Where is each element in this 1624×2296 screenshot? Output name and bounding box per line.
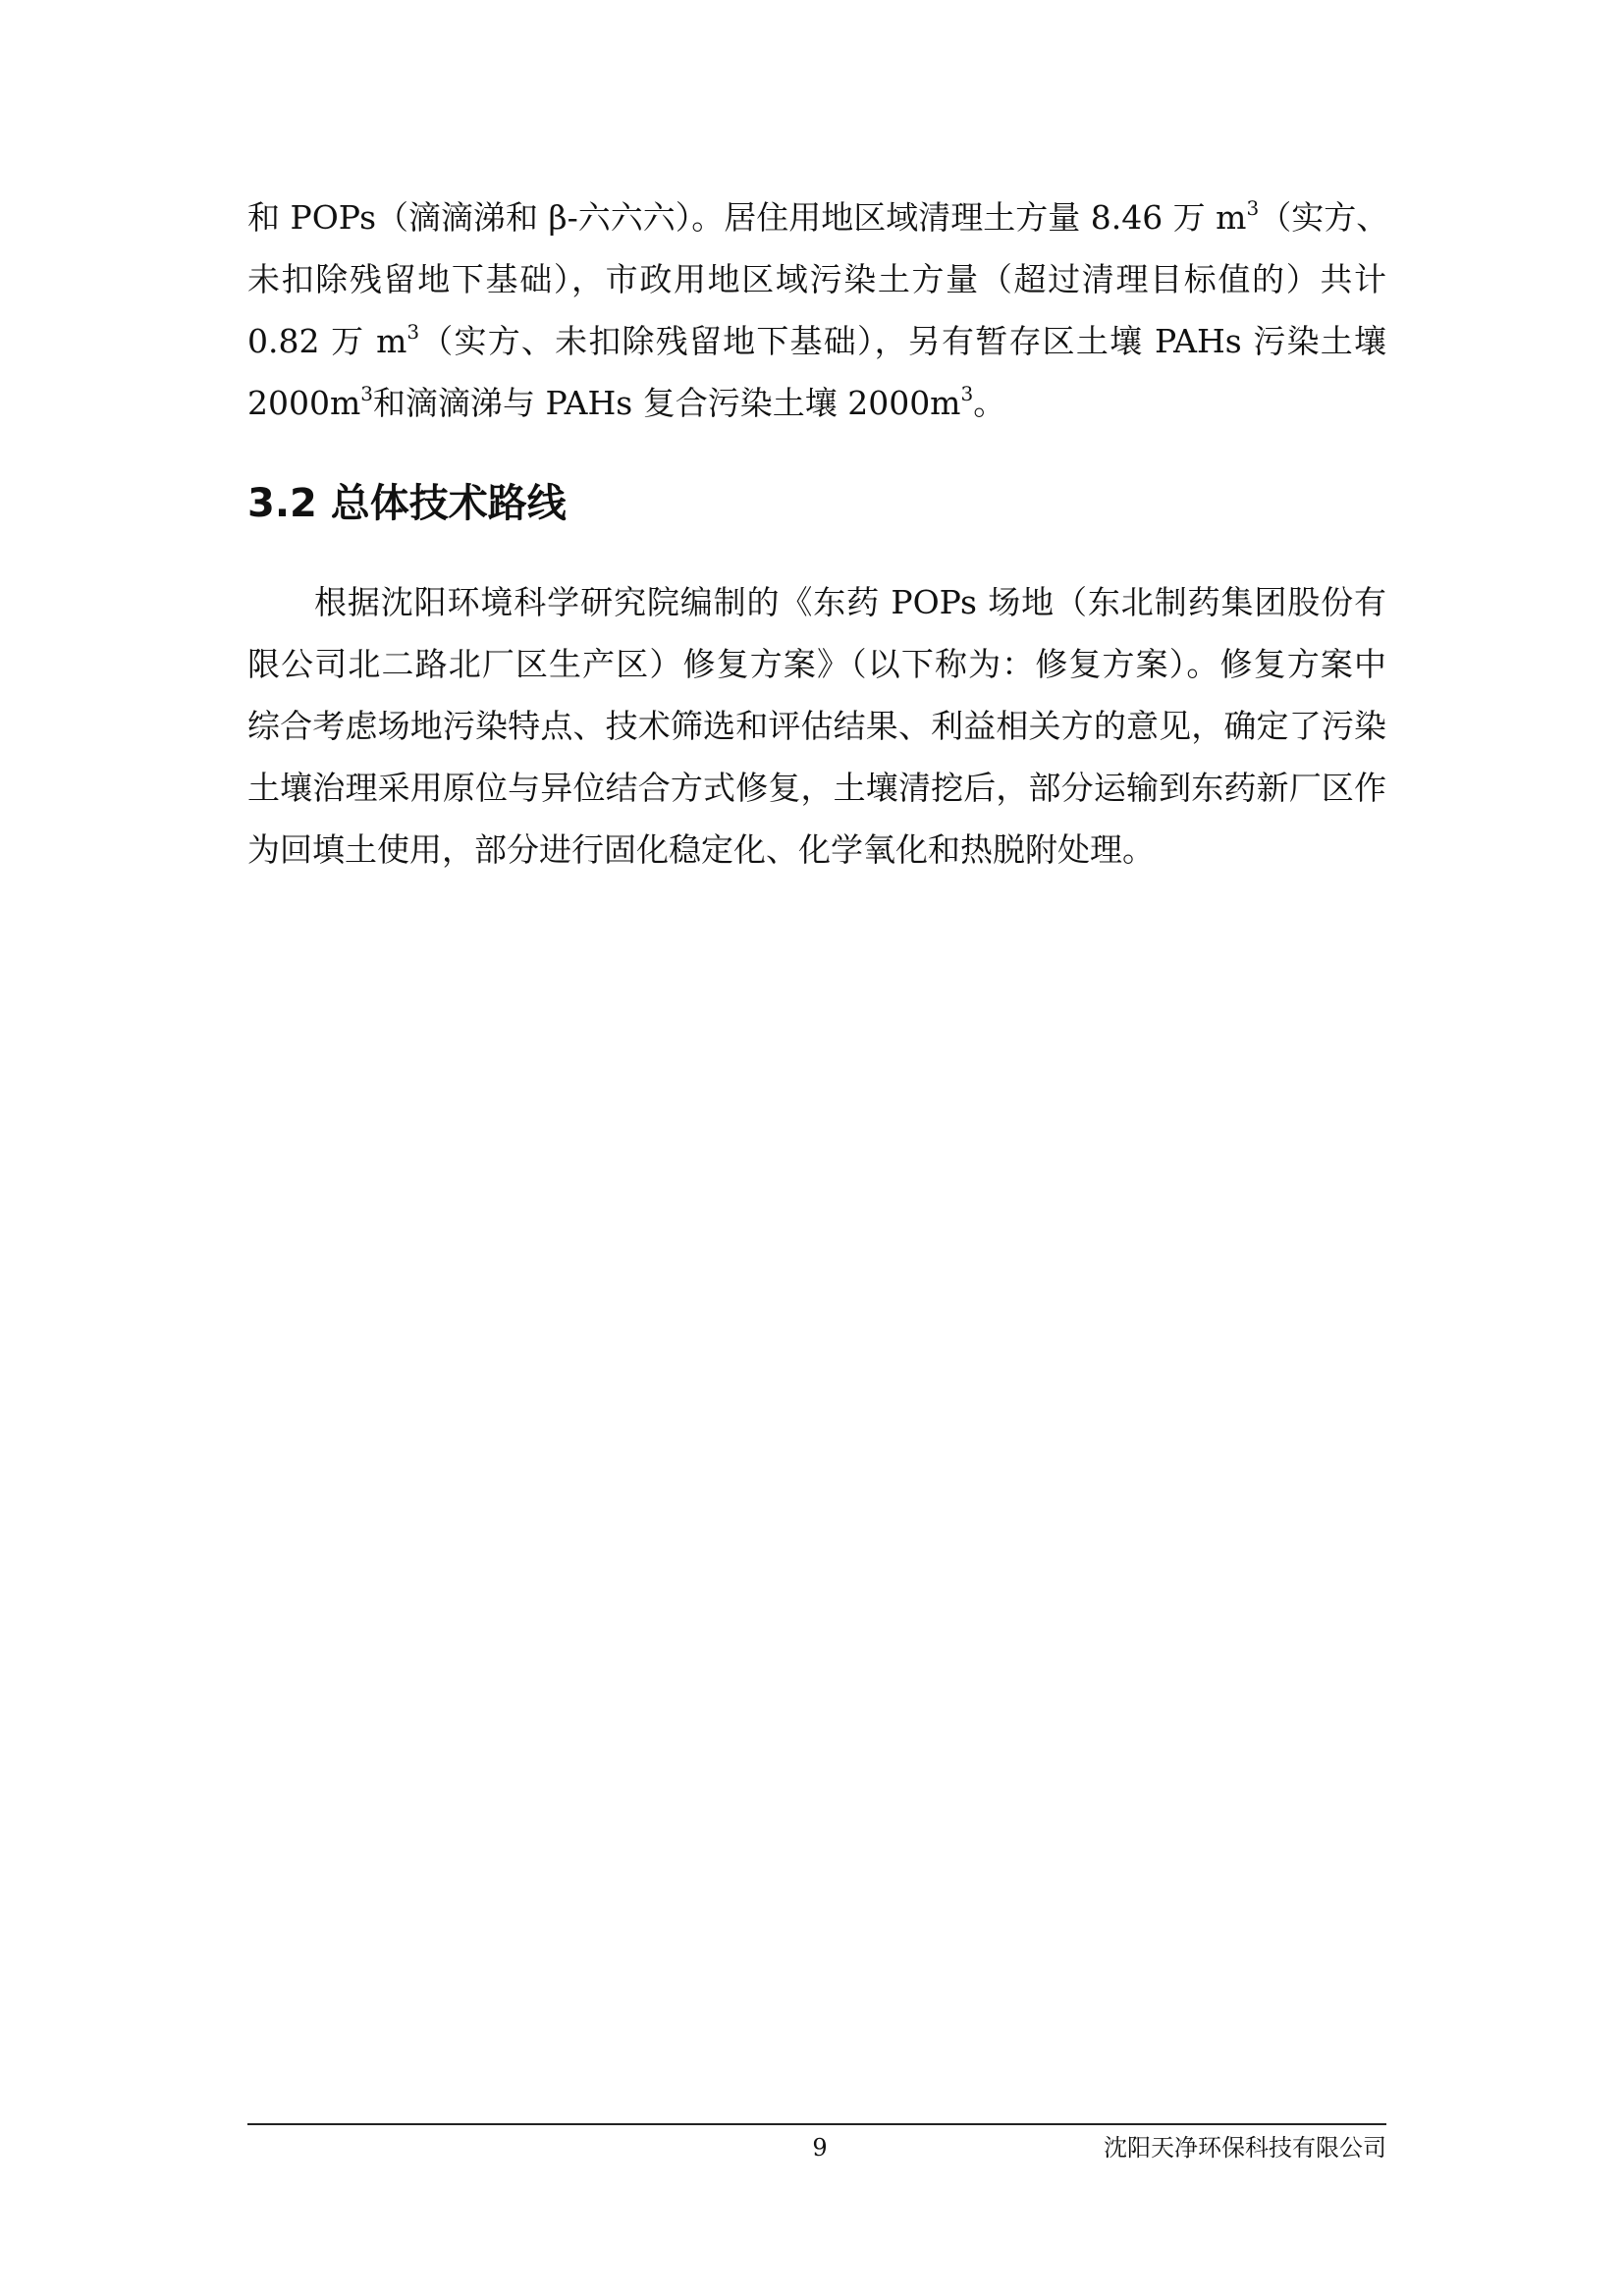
page-number: 9 xyxy=(812,2134,828,2162)
text-fragment: 。 xyxy=(973,384,1006,422)
paragraph-line: 为回填土使用，部分进行固化稳定化、化学氧化和热脱附处理。 xyxy=(247,830,1155,869)
paragraph-line: 根据沈阳环境科学研究院编制的《东药 POPs 场地（东北制药集团股份有 xyxy=(314,583,1386,621)
text-fragment: 和 POPs（滴滴涕和 β-六六六）。居住用地区域清理土方量 8.46 万 m xyxy=(247,198,1247,237)
text-fragment: 和滴滴涕与 PAHs 复合污染土壤 2000m xyxy=(373,384,961,422)
text-fragment: （实方、 xyxy=(1259,198,1389,237)
paragraph-line xyxy=(247,372,1386,434)
paragraph-line: 综合考虑场地污染特点、技术筛选和评估结果、利益相关方的意见，确定了污染 xyxy=(247,707,1386,745)
text-fragment: 2000m xyxy=(247,384,361,422)
footer-company-name: 沈阳天净环保科技有限公司 xyxy=(1104,2134,1386,2162)
paragraph-line: 限公司北二路北厂区生产区）修复方案》（以下称为：修复方案）。修复方案中 xyxy=(247,645,1386,683)
superscript: 3 xyxy=(360,382,374,405)
paragraph-line xyxy=(247,187,1389,248)
paragraph-line: 土壤治理采用原位与异位结合方式修复，土壤清挖后，部分运输到东药新厂区作 xyxy=(247,769,1386,807)
paragraph-soil-volumes xyxy=(247,187,1389,434)
paragraph-technical-route xyxy=(247,571,1386,881)
superscript: 3 xyxy=(406,320,420,344)
paragraph-line: 未扣除残留地下基础），市政用地区域污染土方量（超过清理目标值的）共计 xyxy=(247,260,1386,298)
superscript: 3 xyxy=(960,382,974,405)
superscript: 3 xyxy=(1246,196,1260,220)
paragraph-line xyxy=(247,310,1386,372)
section-heading: 3.2 总体技术路线 xyxy=(247,481,567,526)
footer-divider xyxy=(247,2123,1386,2125)
page-body xyxy=(247,187,1389,881)
text-fragment: （实方、未扣除残留地下基础），另有暂存区土壤 PAHs 污染土壤 xyxy=(419,322,1386,360)
text-fragment: 0.82 万 m xyxy=(247,322,407,360)
